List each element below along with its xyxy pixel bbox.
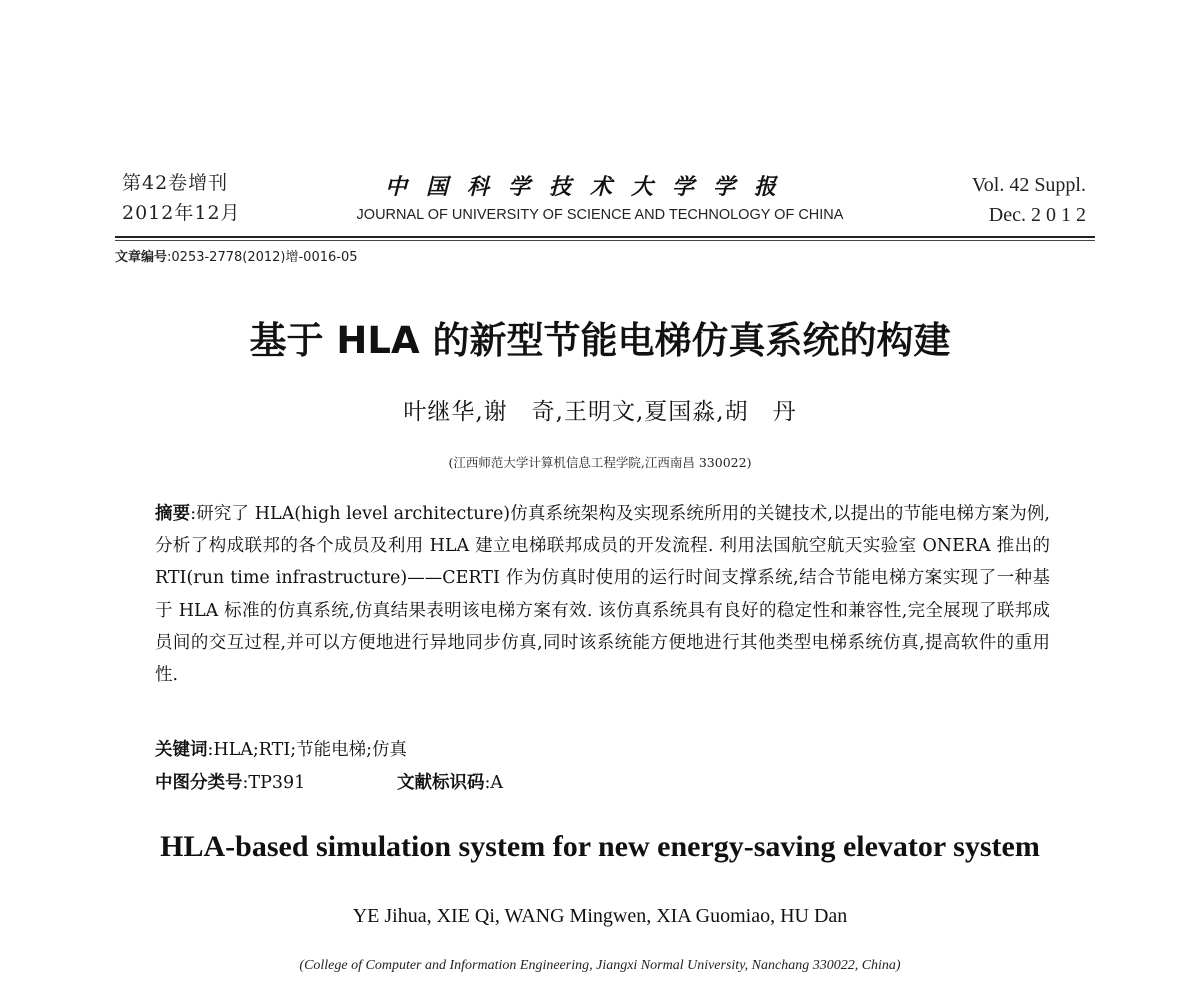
header-rule-thin — [115, 240, 1095, 241]
article-id — [115, 246, 358, 265]
header-rule-thick — [115, 236, 1095, 238]
document-code-label: 文献标识码 — [397, 773, 485, 793]
affiliation-cn: (江西师范大学计算机信息工程学院,江西南昌 330022) — [448, 455, 752, 470]
abstract — [155, 498, 1050, 691]
authors-en: YE Jihua, XIE Qi, WANG Mingwen, XIA Guomiao, HU Dan — [352, 905, 848, 927]
keywords-label: 关键词 — [155, 740, 208, 760]
abstract-text: :研究了 HLA(high level architecture)仿真系统架构及实现系统所用的关键技术,以提出的节能电梯方案为例,分析了构成联邦的各个成员及利用 HLA 建立电梯联邦成员的开发流程. 利用法国航空航天实验室 ONERA 推出的 RTI(run time infrastructure)——CERTI 作为仿真时使用的运行时间支撑系统,结合节能电梯方案实现了一种基于 HLA 标准的仿真系统,仿真结果表明该电梯方案有效. 该仿真系统具有良好的稳定性和兼容性,完全展现了联邦成员间的交互过程,并可以方便地进行异地同步仿真,同时该系统能方便地进行其他类型电梯系统仿真,提高软件的重用性. — [155, 504, 1050, 686]
article-id-value: :0253-2778(2012)增-0016-05 — [167, 250, 358, 265]
volume-en: Vol. 42 Suppl. — [971, 174, 1086, 196]
volume-cn: 第42卷增刊 — [122, 172, 229, 194]
classification-value: :TP391 — [242, 773, 306, 793]
title-en: HLA-based simulation system for new energy-saving elevator system — [160, 830, 1040, 863]
header-right — [972, 170, 1086, 230]
title-cn: 基于 HLA 的新型节能电梯仿真系统的构建 — [249, 319, 951, 362]
classification — [155, 769, 305, 794]
authors-cn: 叶继华,谢 奇,王明文,夏国淼,胡 丹 — [403, 399, 797, 425]
affiliation-en: (College of Computer and Information Engineering, Jiangxi Normal University, Nanchang 330022, China) — [299, 958, 901, 973]
classification-label: 中图分类号 — [155, 773, 243, 793]
abstract-label: 摘要 — [155, 504, 191, 524]
keywords — [155, 736, 407, 761]
document-code-value: :A — [484, 773, 504, 793]
keywords-value: :HLA;RTI;节能电梯;仿真 — [207, 740, 408, 760]
document-code — [397, 769, 503, 794]
journal-title-cn: 中国科学技术大学学报 — [385, 174, 796, 200]
date-cn: 2012年12月 — [122, 202, 241, 224]
date-en: Dec. 2 0 1 2 — [988, 204, 1086, 226]
article-id-label: 文章编号 — [115, 250, 168, 265]
journal-title-en: JOURNAL OF UNIVERSITY OF SCIENCE AND TECHNOLOGY OF CHINA — [356, 207, 844, 223]
